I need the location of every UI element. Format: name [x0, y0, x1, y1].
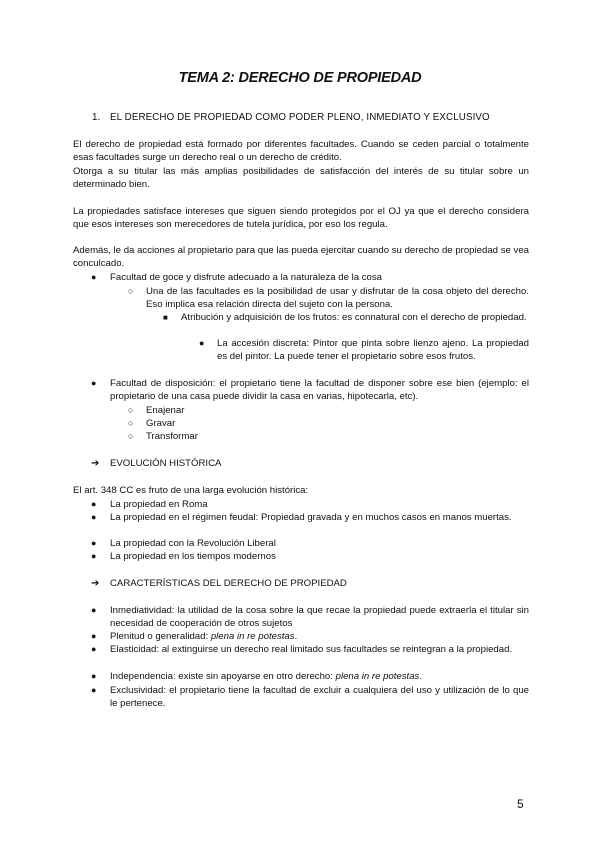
- caracteristica-plenitud: [110, 630, 529, 643]
- plenitud-end: .: [294, 631, 298, 642]
- evolucion-heading: EVOLUCIÓN HISTÓRICA: [110, 458, 222, 469]
- paragraph-3: La propiedades satisface intereses que siguen siendo protegidos por el OJ ya que el derecho considera que esos intereses son merecedores de tutela jurídica, por eso los regula.: [73, 206, 529, 231]
- circle-bullet-icon: ○: [128, 286, 134, 296]
- accesion-discreta: La accesión discreta: Pintor que pinta sobre lienzo ajeno. La propiedad es del pintor. La puede tener el propietario sobre esos frutos.: [217, 338, 529, 363]
- bullet-icon: ●: [91, 644, 97, 654]
- section-number: 1.: [92, 112, 101, 123]
- square-bullet-icon: ■: [163, 313, 168, 322]
- independencia-latin: plena in re potestas: [335, 671, 420, 682]
- circle-bullet-icon: ○: [128, 418, 134, 428]
- paragraph-1: El derecho de propiedad está formado por diferentes facultades. Cuando se ceden parcial o totalmente esas facultades surge un derecho real o un derecho de crédito.: [73, 139, 529, 164]
- disposicion-gravar: Gravar: [146, 418, 176, 429]
- page-title: TEMA 2: DERECHO DE PROPIEDAD: [178, 70, 422, 86]
- disposicion-enajenar: Enajenar: [146, 405, 185, 416]
- bullet-icon: ●: [91, 671, 97, 681]
- bullet-icon: ●: [91, 499, 97, 509]
- atribucion-frutos: Atribución y adquisición de los frutos: es connatural con el derecho de propiedad.: [181, 312, 527, 323]
- bullet-icon: ●: [91, 512, 97, 522]
- evolucion-item-modernos: La propiedad en los tiempos modernos: [110, 551, 276, 562]
- disposicion-transformar: Transformar: [146, 431, 198, 442]
- bullet-icon: ●: [91, 605, 97, 615]
- circle-bullet-icon: ○: [128, 431, 134, 441]
- plenitud-label: Plenitud o generalidad:: [110, 631, 211, 642]
- evolucion-intro: El art. 348 CC es fruto de una larga evolución histórica:: [73, 485, 309, 496]
- independencia-label: Independencia: existe sin apoyarse en otro derecho:: [110, 671, 336, 682]
- plenitud-latin: plena in re potestas: [210, 631, 295, 642]
- bullet-icon: ●: [91, 551, 97, 561]
- caracteristica-inmediatividad: Inmediatividad: la utilidad de la cosa sobre la que recae la propiedad puede extraerla el titular sin necesidad de cooperación de otros sujetos: [110, 605, 529, 630]
- arrow-right-icon: ➔: [91, 458, 100, 469]
- caracteristica-independencia: [110, 670, 529, 683]
- facultad-disposicion: Facultad de disposición: el propietario tiene la facultad de disponer sobre ese bien (ejemplo: el propietario de una casa puede dividir la casa en varias, hipotecarla, etc).: [110, 378, 529, 403]
- caracteristica-elasticidad: Elasticidad: al extinguirse un derecho real limitado sus facultades se reintegran a la propiedad.: [110, 644, 513, 655]
- evolucion-item-roma: La propiedad en Roma: [110, 499, 208, 510]
- independencia-end: .: [419, 671, 423, 682]
- section-heading: EL DERECHO DE PROPIEDAD COMO PODER PLENO, INMEDIATO Y EXCLUSIVO: [110, 112, 490, 123]
- paragraph-4: Además, le da acciones al propietario para que las pueda ejercitar cuando su derecho de propiedad se vea conculcado.: [73, 245, 529, 270]
- bullet-icon: ●: [199, 338, 205, 348]
- evolucion-item-liberal: La propiedad con la Revolución Liberal: [110, 538, 276, 549]
- evolucion-item-feudal: La propiedad en el régimen feudal: Propiedad gravada y en muchos casos en manos muertas.: [110, 512, 512, 523]
- bullet-icon: ●: [91, 378, 97, 388]
- bullet-icon: ●: [91, 538, 97, 548]
- bullet-icon: ●: [91, 685, 97, 695]
- facultad-goce: Facultad de goce y disfrute adecuado a la naturaleza de la cosa: [110, 272, 383, 283]
- paragraph-2: Otorga a su titular las más amplias posibilidades de satisfacción del interés de su titular sobre un determinado bien.: [73, 166, 529, 191]
- caracteristicas-heading: CARACTERÍSTICAS DEL DERECHO DE PROPIEDAD: [110, 578, 347, 589]
- page-number: 5: [517, 797, 524, 811]
- bullet-icon: ●: [91, 631, 97, 641]
- bullet-icon: ●: [91, 272, 97, 282]
- caracteristica-exclusividad: Exclusividad: el propietario tiene la facultad de excluir a cualquiera del uso y utilización de lo que le pertenece.: [110, 685, 529, 710]
- arrow-right-icon: ➔: [91, 578, 100, 589]
- facultad-goce-detail: Una de las facultades es la posibilidad de usar y disfrutar de la cosa objeto del derecho. Eso implica esa relación directa del sujeto con la persona.: [146, 286, 529, 311]
- circle-bullet-icon: ○: [128, 405, 134, 415]
